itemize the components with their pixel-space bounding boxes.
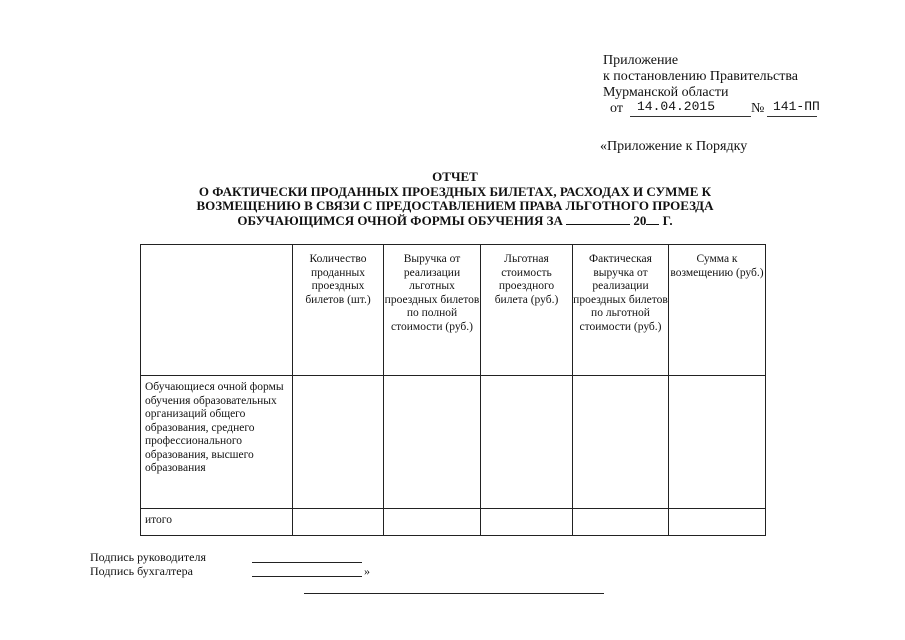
cell-total-full-revenue[interactable] xyxy=(384,509,481,536)
title-line-1: ОТЧЕТ xyxy=(432,169,478,184)
signatures-block xyxy=(90,550,370,578)
signature-accountant-line[interactable] xyxy=(252,576,362,577)
table-row-total xyxy=(141,509,766,536)
decree-date-number xyxy=(603,99,820,117)
order-reference: «Приложение к Порядку xyxy=(600,139,748,154)
header-empty-cell xyxy=(141,245,293,376)
row-label-students: Обучающиеся очной формы обучения образовательных организаций общего образования, среднего профессионального образования, высшего образования xyxy=(141,376,293,509)
bottom-divider xyxy=(304,593,604,594)
cell-students-full-revenue[interactable] xyxy=(384,376,481,509)
cell-students-actual-revenue[interactable] xyxy=(573,376,669,509)
table-row xyxy=(141,376,766,509)
row-label-total: итого xyxy=(141,509,293,536)
title-line-4-end: Г. xyxy=(662,212,673,228)
number-prefix: № xyxy=(751,101,765,116)
period-blank xyxy=(566,224,630,225)
title-line-3: ВОЗМЕЩЕНИЮ В СВЯЗИ С ПРЕДОСТАВЛЕНИЕМ ПРАВА ЛЬГОТНОГО ПРОЕЗДА xyxy=(196,198,714,213)
appendix-block xyxy=(603,53,820,117)
title-line-4 xyxy=(150,214,760,229)
report-table xyxy=(140,244,766,536)
appendix-line-2: к постановлению Правительства xyxy=(603,69,799,84)
title-line-4-start: ОБУЧАЮЩИМСЯ ОЧНОЙ ФОРМЫ ОБУЧЕНИЯ ЗА xyxy=(237,212,563,228)
closing-quote: » xyxy=(364,564,370,578)
cell-total-compensation[interactable] xyxy=(669,509,766,536)
cell-students-tickets[interactable] xyxy=(293,376,384,509)
signature-head-line[interactable] xyxy=(252,562,362,563)
signature-head-label: Подпись руководителя xyxy=(90,550,206,564)
year-blank xyxy=(646,224,659,225)
signature-head-row xyxy=(90,550,206,564)
cell-students-compensation[interactable] xyxy=(669,376,766,509)
date-underline xyxy=(630,116,751,117)
header-tickets-count: Количество проданных проездных билетов (шт.) xyxy=(293,245,384,376)
year-prefix: 20 xyxy=(633,212,647,228)
decree-date: 14.04.2015 xyxy=(637,99,716,114)
header-compensation: Сумма к возмещению (руб.) xyxy=(669,245,766,376)
cell-total-actual-revenue[interactable] xyxy=(573,509,669,536)
table-header-row xyxy=(141,245,766,376)
signature-accountant-row xyxy=(90,564,370,578)
date-prefix: от xyxy=(610,101,623,116)
cell-total-discount-price[interactable] xyxy=(481,509,573,536)
cell-students-discount-price[interactable] xyxy=(481,376,573,509)
header-discount-price: Льготная стоимость проездного билета (руб.) xyxy=(481,245,573,376)
header-full-price-revenue: Выручка от реализации льготных проездных билетов по полной стоимости (руб.) xyxy=(384,245,481,376)
signature-accountant-label: Подпись бухгалтера xyxy=(90,564,193,578)
header-actual-revenue: Фактическая выручка от реализации проездных билетов по льготной стоимости (руб.) xyxy=(573,245,669,376)
cell-total-tickets[interactable] xyxy=(293,509,384,536)
decree-number: 141-ПП xyxy=(773,99,820,114)
appendix-line-3: Мурманской области xyxy=(603,85,729,100)
appendix-line-1: Приложение xyxy=(603,53,679,68)
number-underline xyxy=(767,116,817,117)
title-line-2: О ФАКТИЧЕСКИ ПРОДАННЫХ ПРОЕЗДНЫХ БИЛЕТАХ, РАСХОДАХ И СУММЕ К xyxy=(198,183,712,199)
report-title xyxy=(150,170,760,228)
